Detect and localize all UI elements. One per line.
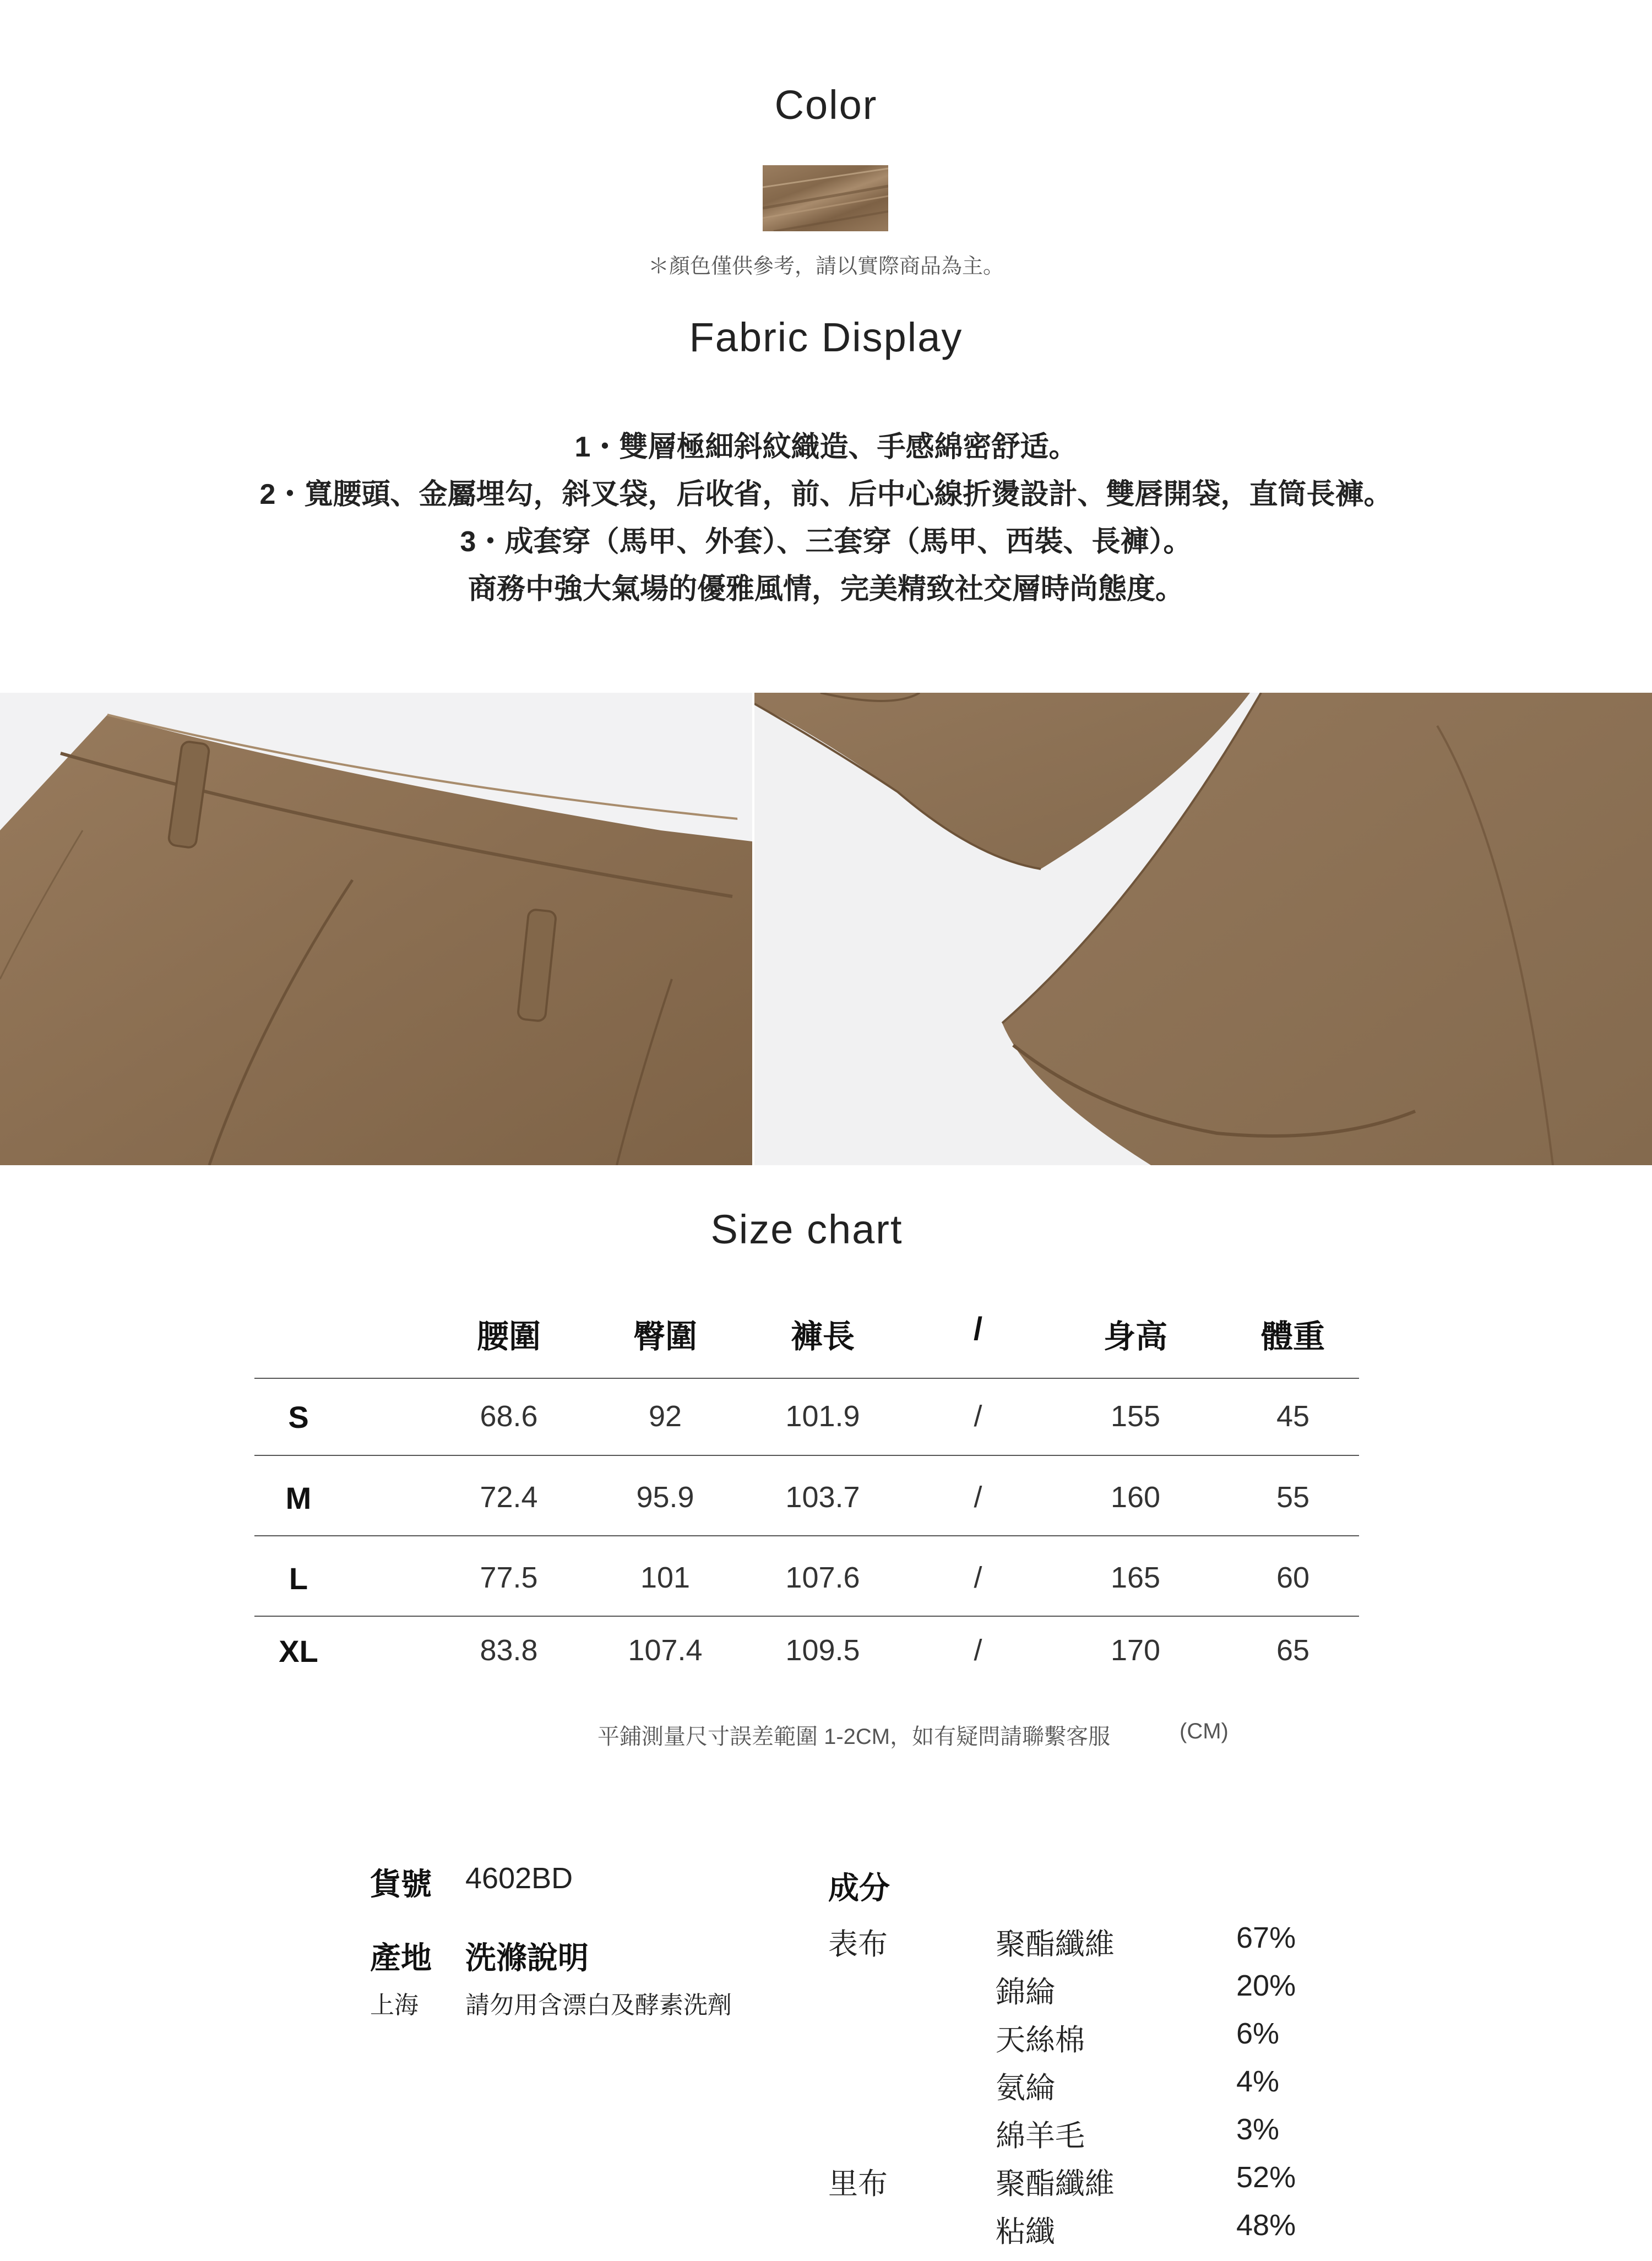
composition-label: 成分 [828,1871,890,1905]
size-measurement-note: 平鋪測量尺寸誤差範圍 1-2CM，如有疑問請聯繫客服 [597,1725,1111,1749]
weight-value: 60 [1276,1561,1310,1594]
weight-value: 45 [1276,1400,1310,1433]
length-value: 109.5 [785,1634,860,1667]
separator: / [974,1561,982,1594]
washing-instructions-label: 洗滌說明 [465,1941,589,1975]
weight-value: 65 [1276,1634,1310,1667]
composition-percent: 4% [1236,2065,1280,2098]
length-value: 103.7 [785,1481,860,1514]
waistband-detail-photo [0,693,752,1165]
origin-value: 上海 [370,1992,419,2019]
composition-material: 粘纖 [996,2215,1055,2248]
composition-material: 綿羊毛 [996,2119,1085,2153]
fabric-description-line: 2・寬腰頭、金屬埋勾，斜叉袋，后收省，前、后中心線折燙設計、雙唇開袋，直筒長褲。 [259,479,1393,510]
composition-percent: 48% [1236,2209,1296,2242]
table-divider [254,1616,1359,1617]
item-number-value: 4602BD [465,1862,573,1895]
fabric-description-line: 1・雙層極細斜紋織造、手感綿密舒适。 [574,431,1078,463]
fabric-description-line: 3・成套穿（馬甲、外套）、三套穿（馬甲、西裝、長褲）。 [460,526,1192,558]
composition-percent: 52% [1236,2161,1296,2194]
washing-instructions-value: 請勿用含漂白及酵素洗劑 [465,1992,732,2019]
waist-value: 77.5 [480,1561,538,1594]
height-value: 155 [1110,1400,1161,1433]
separator: / [974,1400,982,1433]
composition-material: 氨綸 [996,2072,1055,2105]
composition-part-label: 表布 [828,1928,888,1961]
swatch-fabric-texture [763,165,888,231]
size-unit-label: (CM) [1180,1719,1229,1743]
color-disclaimer: ＊顏色僅供參考，請以實際商品為主。 [648,255,1004,278]
header-length: 褲長 [790,1319,855,1355]
composition-material: 錦綸 [996,1976,1055,2009]
waist-value: 83.8 [480,1634,538,1667]
size-label: M [285,1481,312,1515]
fabric-section-title: Fabric Display [689,314,963,360]
header-hip: 臀圍 [633,1319,697,1355]
header-waist: 腰圍 [476,1319,541,1355]
hip-value: 101 [640,1561,691,1594]
height-value: 165 [1110,1561,1161,1594]
origin-label: 產地 [370,1941,432,1975]
weight-value: 55 [1276,1481,1310,1514]
hip-value: 92 [648,1400,682,1433]
table-divider [254,1455,1359,1456]
separator: / [974,1481,982,1514]
header-separator: / [973,1311,983,1347]
length-value: 107.6 [785,1561,860,1594]
composition-material: 聚酯纖維 [996,1928,1115,1961]
hip-value: 107.4 [628,1634,703,1667]
hip-value: 95.9 [636,1481,694,1514]
header-weight: 體重 [1260,1319,1325,1355]
waist-value: 68.6 [480,1400,538,1433]
size-label: S [288,1400,309,1434]
composition-percent: 20% [1236,1969,1296,2002]
header-height: 身高 [1103,1319,1167,1355]
composition-percent: 3% [1236,2113,1280,2146]
separator: / [974,1634,982,1667]
composition-percent: 6% [1236,2017,1280,2050]
trouser-hem-detail-photo [754,693,1652,1165]
size-label: L [289,1561,308,1596]
height-value: 160 [1110,1481,1161,1514]
color-swatch[interactable] [763,165,888,231]
size-chart-title: Size chart [710,1206,903,1252]
table-divider [254,1378,1359,1379]
composition-percent: 67% [1236,1921,1296,1954]
item-number-label: 貨號 [370,1867,432,1901]
composition-material: 天絲棉 [996,2024,1085,2057]
table-divider [254,1535,1359,1536]
color-section-title: Color [774,82,878,128]
height-value: 170 [1110,1634,1161,1667]
waist-value: 72.4 [480,1481,538,1514]
size-label: XL [279,1634,318,1668]
composition-part-label: 里布 [828,2167,888,2200]
composition-material: 聚酯纖維 [996,2167,1115,2200]
length-value: 101.9 [785,1400,860,1433]
fabric-description-line: 商務中強大氣場的優雅風情，完美精致社交層時尚態度。 [468,573,1184,605]
